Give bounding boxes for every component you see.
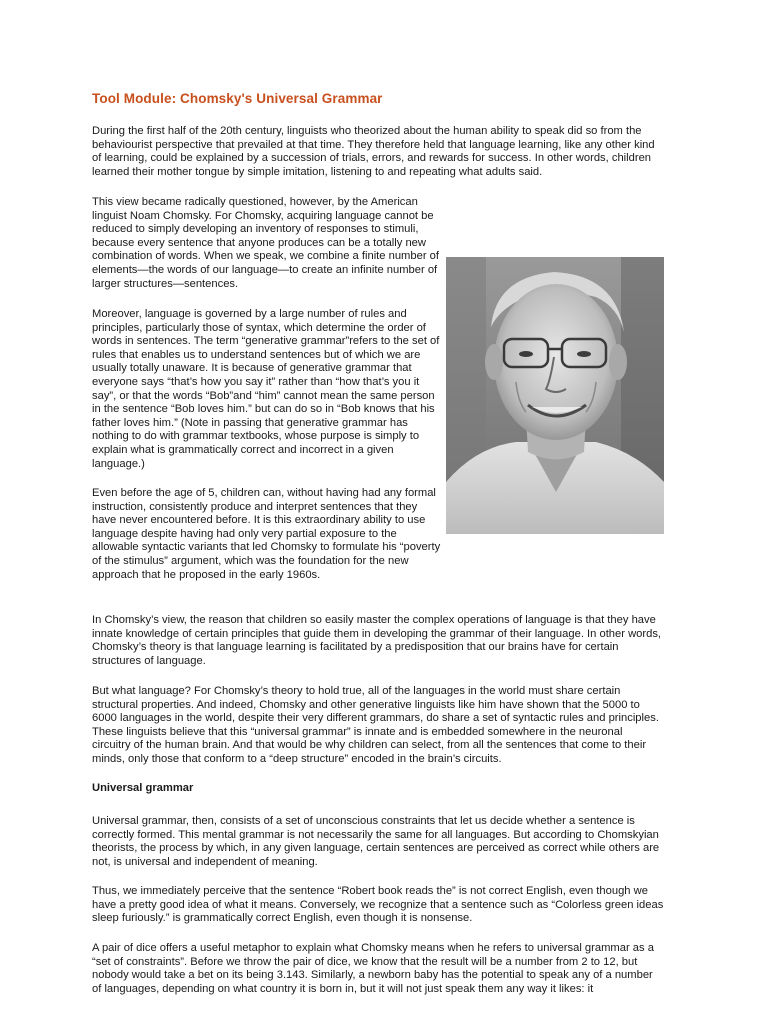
paragraph-chomsky-view: This view became radically questioned, however, by the American linguist Noam Chomsky. For Chomsky, acquiring language cannot be reduced to simply developing an inventory of responses to stimuli, because every sentence that anyone produces can be a totally new combination of words. When we speak, we combine a finite number of elements—the words of our language—to create an infinite number of larger structures—sentences.	[92, 196, 439, 290]
paragraph-unconscious-constraints: Universal grammar, then, consists of a set of unconscious constraints that let us decide whether a sentence is correctly formed. This mental grammar is not necessarily the same for all languages. But according to Chomskyian theorists, the process by which, in any given language, certain sentences are perceived as correct while others are not, is universal and independent of meaning.	[92, 815, 660, 868]
portrait-photo	[446, 257, 664, 534]
paragraph-generative-grammar: Moreover, language is governed by a large number of rules and principles, particularly those of syntax, which determine the order of words in sentences. The term “generative grammar”refers to the set of rules that enables us to understand sentences but of which we are usually totally unaware. It is because of generative grammar that everyone says “that’s how you say it” rather than “how that’s you it say”, or that the words “Bob”and “him” cannot mean the same person in the sentence “Bob loves him.” but can do so in “Bob knows that his father loves him.” (Note in passing that generative grammar has nothing to do with grammar textbooks, whose purpose is simply to explain what is grammatically correct and incorrect in a given language.)	[92, 308, 440, 470]
paragraph-behaviourism: During the first half of the 20th century, linguists who theorized about the human ability to speak did so from the behaviourist perspective that prevailed at that time. They therefore held that language learning, like any other kind of learning, could be explained by a succession of trials, errors, and rewards for success. In other words, children learned their mother tongue by simple imitation, listening to and repeating what adults said.	[92, 125, 655, 178]
paragraph-innate-knowledge: In Chomsky’s view, the reason that children so easily master the complex operations of language is that they have innate knowledge of certain principles that guide them in developing the grammar of their language. In other words, Chomsky’s theory is that language learning is facilitated by a predisposition that our brains have for certain structures of language.	[92, 614, 662, 667]
paragraph-shared-properties: But what language? For Chomsky’s theory to hold true, all of the languages in the world must share certain structural properties. And indeed, Chomsky and other generative linguists like him have shown that the 5000 to 6000 languages in the world, despite their very different grammars, do share a set of syntactic rules and principles. These linguists believe that this “universal grammar” is innate and is embedded somewhere in the neuronal circuitry of the human brain. And that would be why children can select, from all the sentences that come to their minds, only those that conform to a “deep structure” encoded in the brain’s circuits.	[92, 685, 659, 765]
paragraph-dice-metaphor: A pair of dice offers a useful metaphor to explain what Chomsky means when he refers to universal grammar as a “set of constraints”. Before we throw the pair of dice, we know that the result will be a number from 2 to 12, but nobody would take a bet on its being 3.143. Similarly, a newborn baby has the potential to speak any of a number of languages, depending on what country it is born in, but it will not just speak them any way it likes: it	[92, 942, 654, 995]
section-heading: Universal grammar	[92, 782, 194, 794]
page-title: Tool Module: Chomsky's Universal Grammar	[92, 91, 383, 106]
paragraph-poverty-of-stimulus: Even before the age of 5, children can, without having had any formal instruction, consistently produce and interpret sentences that they have never encountered before. It is this extraordinary ability to use language despite having had only very partial exposure to the allowable syntactic variants that led Chomsky to formulate his “poverty of the stimulus” argument, which was the foundation for the new approach that he proposed in the early 1960s.	[92, 487, 441, 581]
paragraph-correct-english: Thus, we immediately perceive that the sentence “Robert book reads the” is not correct English, even though we have a pretty good idea of what it means. Conversely, we recognize that a sentence such as “Colorless green ideas sleep furiously.” is grammatically correct English, even though it is nonsense.	[92, 885, 664, 925]
